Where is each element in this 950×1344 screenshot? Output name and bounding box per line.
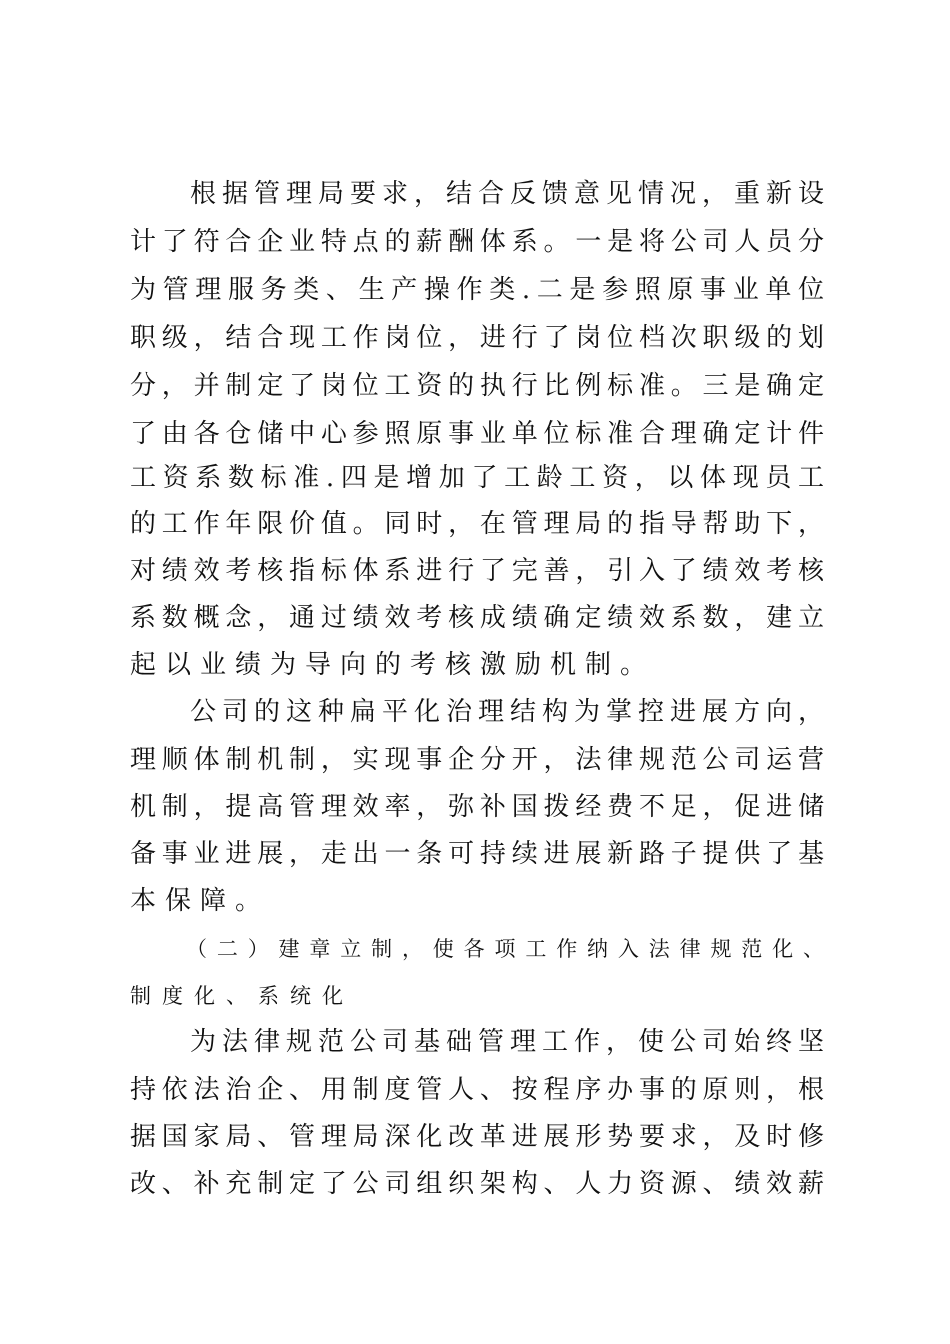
paragraph-3-line-2: 持依法治企、用制度管人、按程序办事的原则，根: [130, 1075, 824, 1105]
section-heading-line-1: （二）建章立制，使各项工作纳入法律规范化、: [186, 937, 824, 961]
paragraph-3-line-3: 据国家局、管理局深化改革进展形势要求，及时修: [130, 1122, 824, 1152]
paragraph-1-line-9: 对绩效考核指标体系进行了完善，引入了绩效考核: [130, 556, 824, 586]
paragraph-2-line-2: 理顺体制机制，实现事企分开，法律规范公司运营: [130, 745, 824, 775]
paragraph-1-line-8: 的工作年限价值。同时，在管理局的指导帮助下，: [130, 509, 824, 539]
section-heading-line-2: 制度化、系统化: [130, 984, 354, 1008]
paragraph-1-line-5: 分，并制定了岗位工资的执行比例标准。三是确定: [130, 371, 824, 401]
paragraph-1-line-3: 为管理服务类、生产操作类.二是参照原事业单位: [130, 275, 824, 305]
paragraph-1-line-11: 起以业绩为导向的考核激励机制。: [130, 650, 656, 680]
paragraph-2-line-3: 机制，提高管理效率，弥补国拨经费不足，促进储: [130, 792, 824, 822]
paragraph-1-line-4: 职级，结合现工作岗位，进行了岗位档次职级的划: [130, 323, 824, 353]
paragraph-1-line-6: 了由各仓储中心参照原事业单位标准合理确定计件: [130, 419, 824, 449]
paragraph-1-line-7: 工资系数标准.四是增加了工龄工资，以体现员工: [130, 463, 824, 493]
paragraph-2-line-1: 公司的这种扁平化治理结构为掌控进展方向，: [190, 697, 824, 727]
paragraph-1-line-10: 系数概念，通过绩效考核成绩确定绩效系数，建立: [130, 603, 824, 633]
paragraph-2-line-4: 备事业进展，走出一条可持续进展新路子提供了基: [130, 839, 824, 869]
paragraph-3-line-1: 为法律规范公司基础管理工作，使公司始终坚: [190, 1027, 824, 1057]
paragraph-1-line-1: 根据管理局要求，结合反馈意见情况，重新设: [190, 179, 824, 209]
paragraph-1-line-2: 计了符合企业特点的薪酬体系。一是将公司人员分: [130, 227, 824, 257]
paragraph-2-line-5: 本保障。: [130, 886, 271, 916]
paragraph-3-line-4: 改、补充制定了公司组织架构、人力资源、绩效薪: [130, 1169, 824, 1199]
